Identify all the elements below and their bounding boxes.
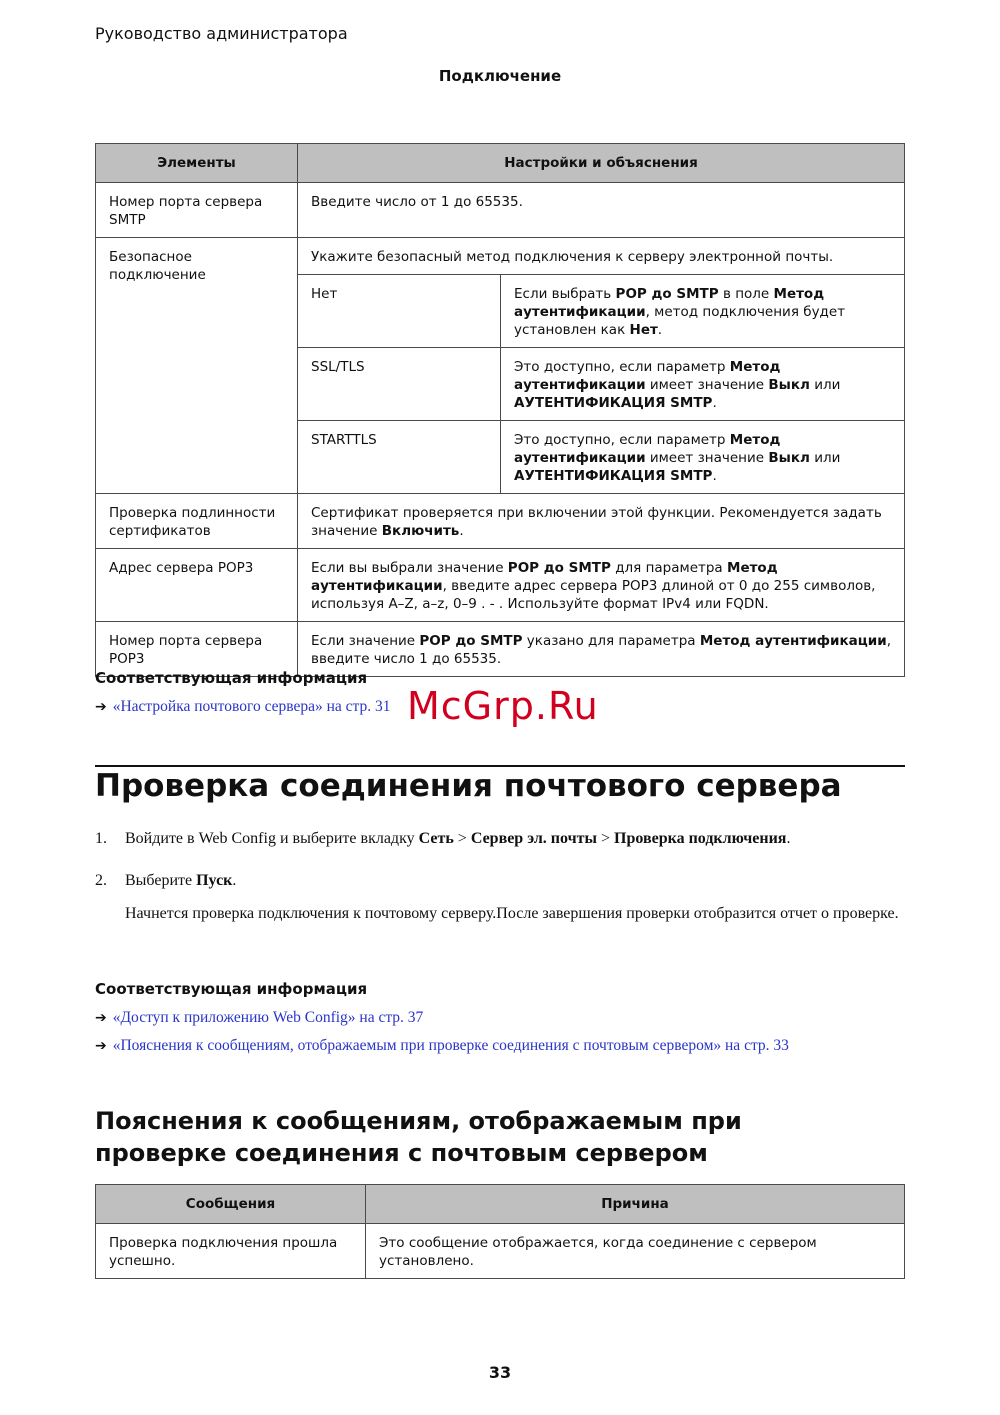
related-link-row[interactable] bbox=[95, 1009, 423, 1027]
section-title-messages: Пояснения к сообщениям, отображаемым при проверке соединения с почтовым сервером bbox=[95, 1107, 742, 1167]
row-text-smtp-port: Введите число от 1 до 65535. bbox=[298, 183, 905, 238]
row-item-pop3-port: Номер порта сервера POP3 bbox=[96, 622, 298, 677]
section-label: Подключение bbox=[438, 67, 562, 85]
section-title-check-connection: Проверка соединения почтового сервера bbox=[95, 768, 842, 804]
arrow-right-icon: ➔ bbox=[95, 1010, 107, 1026]
row-text-pop3-address: Если вы выбрали значение POP до SMTP для параметра Метод аутентификации, введите адрес сервера POP3 длиной от 0 до 255 символов, используя A–Z, a–z, 0–9 . - . Используйте формат IPv4 или FQDN. bbox=[298, 549, 905, 622]
step-1: 1. Войдите в Web Config и выберите вкладку Сеть > Сервер эл. почты > Проверка подключения. bbox=[95, 830, 791, 847]
arrow-right-icon: ➔ bbox=[95, 1038, 107, 1054]
connection-settings-table bbox=[95, 143, 905, 677]
messages-table bbox=[95, 1184, 905, 1279]
option-ssl-tls-text: Это доступно, если параметр Метод аутентификации имеет значение Выкл или АУТЕНТИФИКАЦИЯ SMTP. bbox=[501, 348, 905, 421]
option-ssl-tls: SSL/TLS bbox=[298, 348, 501, 421]
table-row bbox=[96, 494, 905, 549]
related-link-web-config[interactable]: «Доступ к приложению Web Config» на стр. 37 bbox=[112, 1009, 424, 1026]
table-header-messages: Сообщения bbox=[96, 1185, 366, 1224]
table-row bbox=[96, 238, 905, 275]
arrow-right-icon: ➔ bbox=[95, 699, 107, 715]
row-text-cert-check: Сертификат проверяется при включении этой функции. Рекомендуется задать значение Включить. bbox=[298, 494, 905, 549]
row-text-pop3-port: Если значение POP до SMTP указано для параметра Метод аутентификации, введите число 1 до 65535. bbox=[298, 622, 905, 677]
table-row bbox=[96, 1224, 905, 1279]
section-divider bbox=[95, 765, 905, 767]
table-row bbox=[96, 549, 905, 622]
table-header-reason: Причина bbox=[366, 1185, 905, 1224]
watermark: McGrp.Ru bbox=[407, 684, 599, 728]
step-2: 2. Выберите Пуск. bbox=[95, 872, 237, 889]
related-link-messages-explanation[interactable]: «Пояснения к сообщениям, отображаемым при проверке соединения с почтовым сервером» на стр. 33 bbox=[112, 1037, 789, 1054]
step-2-description: Начнется проверка подключения к почтовому серверу.После завершения проверки отобразится отчет о проверке. bbox=[125, 905, 899, 922]
option-none-text: Если выбрать POP до SMTP в поле Метод аутентификации, метод подключения будет установлен как Нет. bbox=[501, 275, 905, 348]
related-info-heading: Соответствующая информация bbox=[95, 669, 368, 687]
row-item-cert-check: Проверка подлинности сертификатов bbox=[96, 494, 298, 549]
row-item-smtp-port: Номер порта сервера SMTP bbox=[96, 183, 298, 238]
table-header-settings: Настройки и объяснения bbox=[298, 144, 905, 183]
row-item-pop3-address: Адрес сервера POP3 bbox=[96, 549, 298, 622]
related-info-heading: Соответствующая информация bbox=[95, 980, 368, 998]
row-item-secure-connection: Безопасное подключение bbox=[96, 238, 298, 494]
option-starttls: STARTTLS bbox=[298, 421, 501, 494]
table-row bbox=[96, 183, 905, 238]
row-text-secure-intro: Укажите безопасный метод подключения к серверу электронной почты. bbox=[298, 238, 905, 275]
related-link-row[interactable] bbox=[95, 698, 391, 716]
related-link-row[interactable] bbox=[95, 1037, 789, 1055]
message-text: Проверка подключения прошла успешно. bbox=[96, 1224, 366, 1279]
related-link-mail-server-settings[interactable]: «Настройка почтового сервера» на стр. 31 bbox=[112, 698, 391, 715]
page-number: 33 bbox=[488, 1363, 512, 1382]
option-none: Нет bbox=[298, 275, 501, 348]
document-title: Руководство администратора bbox=[95, 24, 348, 43]
table-header-items: Элементы bbox=[96, 144, 298, 183]
option-starttls-text: Это доступно, если параметр Метод аутентификации имеет значение Выкл или АУТЕНТИФИКАЦИЯ SMTP. bbox=[501, 421, 905, 494]
message-reason: Это сообщение отображается, когда соединение с сервером установлено. bbox=[366, 1224, 905, 1279]
